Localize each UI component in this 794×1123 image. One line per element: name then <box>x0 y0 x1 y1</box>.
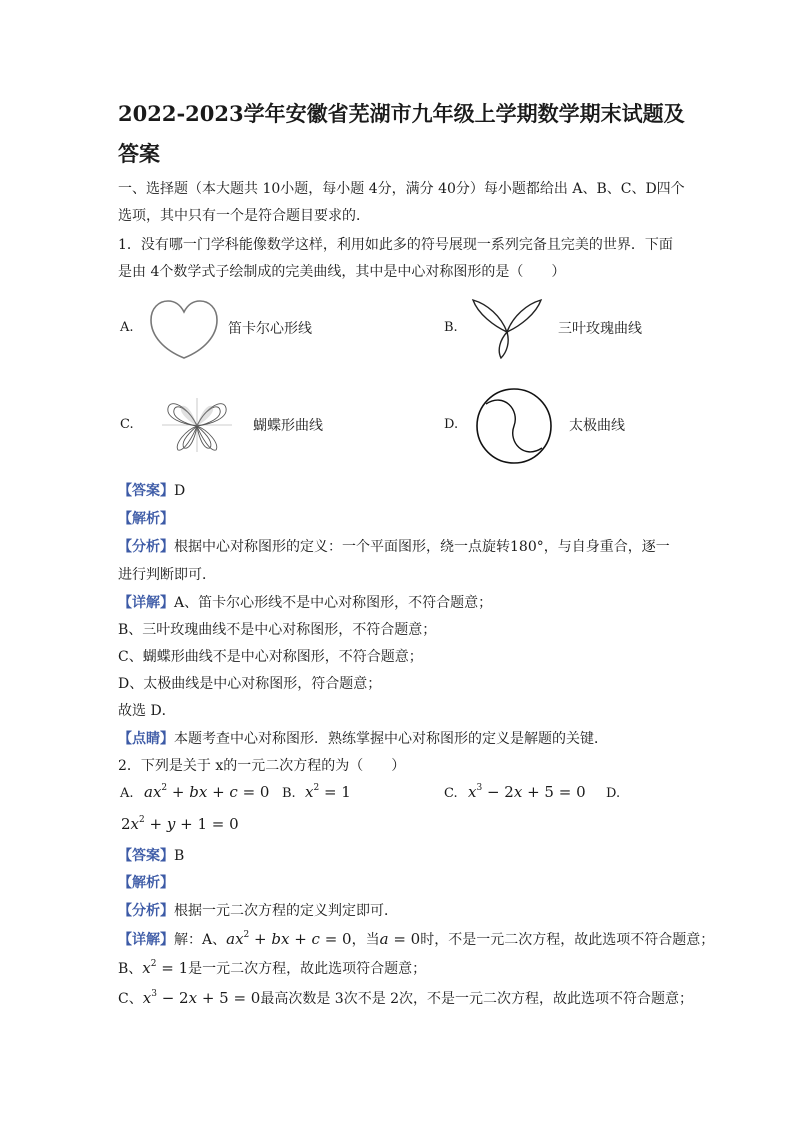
q2-detail2-prefix: B、 <box>118 961 143 977</box>
q2-option-c-letter: C. <box>444 786 458 801</box>
detail-tag: 【详解】 <box>118 932 174 948</box>
q1-detail-line1 <box>118 593 492 613</box>
detail-tag: 【详解】 <box>118 595 174 611</box>
q1-stem-line1: 1．没有哪一门学科能像数学这样，利用如此多的符号展现一系列完备且完美的世界．下面 <box>118 237 673 253</box>
analysis-tag: 【解析】 <box>118 875 174 891</box>
q2-detail2-equation: $x^2 = 1$ <box>142 959 189 977</box>
q2-option-b-letter: B. <box>282 786 296 801</box>
q2-option-a-letter: A. <box>120 786 134 801</box>
q1-option-a-name: 笛卡尔心形线 <box>228 321 312 337</box>
q1-fenxi-line1 <box>118 537 670 557</box>
dianjing-tag: 【点睛】 <box>118 731 174 747</box>
q2-option-b-equation: $x^2 = 1$ <box>305 783 351 801</box>
q1-answer-line <box>118 481 185 501</box>
q2-detail-line3 <box>118 988 693 1009</box>
q2-analysis-line <box>118 873 174 893</box>
q1-analysis-line <box>118 509 174 529</box>
q2-detail3-suffix: 最高次数是 3次不是 2次，不是一元二次方程，故此选项不符合题意； <box>260 991 694 1007</box>
q2-option-c-equation: $x^3 - 2x + 5 = 0$ <box>468 783 586 801</box>
section-intro-line2: 选项，其中只有一个是符合题目要求的． <box>118 208 370 224</box>
fenxi-tag: 【分析】 <box>118 539 174 555</box>
page-title-continued: 答案 <box>118 141 160 166</box>
answer-tag: 【答案】 <box>118 848 174 864</box>
taiji-curve-icon <box>474 386 554 466</box>
q2-detail1-suffix: 时，不是一元二次方程，故此选项不符合题意； <box>420 932 715 948</box>
q1-answer: D <box>174 483 186 499</box>
q2-detail3-equation: $x^3 - 2x + 5 = 0$ <box>142 989 261 1007</box>
q1-option-c-name: 蝴蝶形曲线 <box>253 418 323 434</box>
q1-option-d-name: 太极曲线 <box>569 418 625 434</box>
q2-answer: B <box>174 848 185 864</box>
butterfly-curve-icon <box>160 396 234 454</box>
cardioid-curve-icon <box>148 298 220 360</box>
analysis-tag: 【解析】 <box>118 511 174 527</box>
q1-dianjing-line <box>118 729 608 749</box>
q1-fenxi-line2: 进行判断即可． <box>118 567 216 583</box>
q1-option-b-name: 三叶玫瑰曲线 <box>558 321 642 337</box>
page-title: 2022-2023学年安徽省芜湖市九年级上学期数学期末试题及 <box>118 101 685 126</box>
q2-detail2-suffix: 是一元二次方程，故此选项符合题意； <box>188 961 427 977</box>
q1-dianjing-text: 本题考查中心对称图形．熟练掌握中心对称图形的定义是解题的关键． <box>174 731 608 747</box>
q2-detail3-prefix: C、 <box>118 991 143 1007</box>
section-intro-line1: 一、选择题（本大题共 10小题，每小题 4分，满分 40分）每小题都给出 A、B、C、D四个 <box>118 181 685 197</box>
q2-answer-line <box>118 846 184 866</box>
q2-detail1-condition: a = 0 <box>379 930 421 948</box>
q2-option-d-letter: D. <box>606 786 621 801</box>
q1-detail-line5: 故选 D． <box>118 703 176 719</box>
fenxi-tag: 【分析】 <box>118 903 174 919</box>
q1-detail-line4: D、太极曲线是中心对称图形，符合题意； <box>118 676 382 692</box>
q1-option-d-letter: D. <box>444 417 459 432</box>
q2-detail1-prefix: 解：A、 <box>174 932 227 948</box>
q1-fenxi-text1: 根据中心对称图形的定义：一个平面图形，绕一点旋转180°，与自身重合，逐一 <box>174 539 670 555</box>
q1-stem-line2: 是由 4个数学式子绘制成的完美曲线，其中是中心对称图形的是（ ） <box>118 264 566 280</box>
q2-detail-line1 <box>118 929 714 950</box>
q2-detail1-equation: $ax^2$ + bx + c = 0 <box>226 930 352 948</box>
q2-option-a-equation: $ax^2$ + bx + c = 0 <box>144 783 270 801</box>
q1-detail-line3: C、蝴蝶形曲线不是中心对称图形，不符合题意； <box>118 649 423 665</box>
q2-detail1-mid: ，当 <box>351 932 380 948</box>
q1-option-a-letter: A. <box>120 320 134 335</box>
answer-tag: 【答案】 <box>118 483 174 499</box>
q2-option-d-equation: $2x^2 + y + 1 = 0$ <box>121 815 239 833</box>
three-leaf-rose-icon <box>470 296 544 360</box>
q2-stem: 2．下列是关于 x的一元二次方程的为（ ） <box>118 758 406 774</box>
q1-option-c-letter: C. <box>120 417 134 432</box>
q1-option-b-letter: B. <box>444 320 458 335</box>
q2-detail-line2 <box>118 958 426 979</box>
q1-detail-text1: A、笛卡尔心形线不是中心对称图形，不符合题意； <box>174 595 493 611</box>
q2-fenxi-text: 根据一元二次方程的定义判定即可． <box>174 903 398 919</box>
q1-detail-line2: B、三叶玫瑰曲线不是中心对称图形，不符合题意； <box>118 622 437 638</box>
q2-fenxi-line <box>118 901 398 921</box>
